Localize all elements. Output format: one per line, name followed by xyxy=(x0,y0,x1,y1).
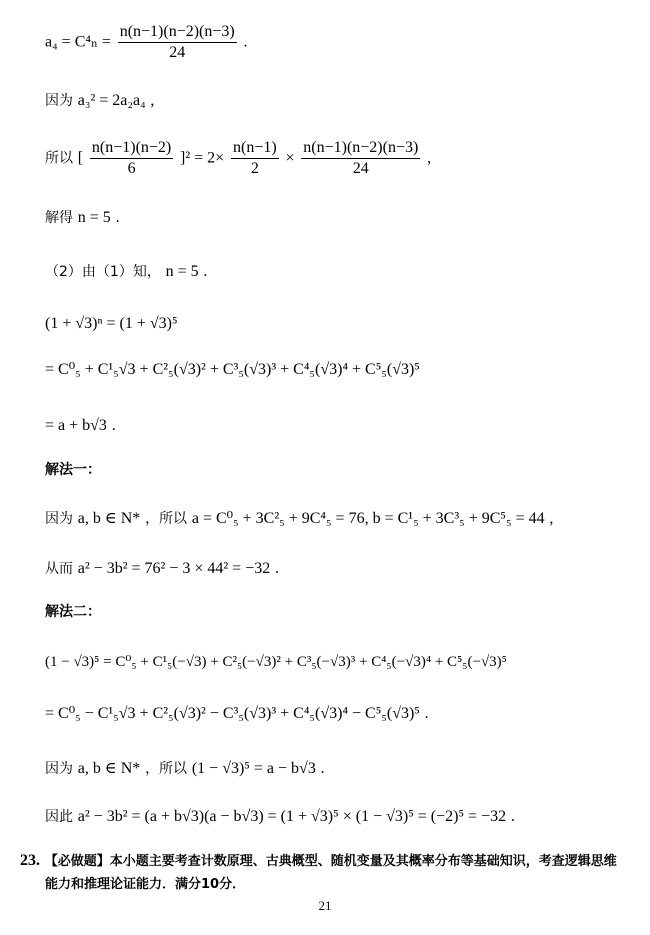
question-23-line-2: 能力和推理论证能力．满分10分． xyxy=(45,877,246,892)
so-fraction-1-den: 6 xyxy=(127,160,136,177)
because-label: 因为 xyxy=(45,93,73,109)
m1-condition: a, b ∈ N* xyxy=(77,510,141,527)
so-end: , xyxy=(427,149,432,167)
solve-label: 解得 xyxy=(45,210,73,226)
method-2-title: 解法二： xyxy=(45,604,101,620)
m2-end: . xyxy=(320,760,325,777)
a4-formula-line xyxy=(45,22,248,63)
m2-line2-end: . xyxy=(424,705,429,722)
m1-end: , xyxy=(549,510,554,527)
m2-hence-math: a² − 3b² = (a + b√3)(a − b√3) = (1 + √3)⁵ × (1 − √3)⁵ = (−2)⁵ = −32 xyxy=(77,808,507,825)
q23-number: 23. xyxy=(20,852,40,869)
solve-end: . xyxy=(115,209,120,226)
so-mid-1: ]² = 2× xyxy=(180,149,225,167)
method-2-line-2 xyxy=(45,703,429,724)
part2-math: n = 5 xyxy=(165,263,199,280)
so-fraction-2-den: 2 xyxy=(250,160,259,177)
m2-because-label: 因为 xyxy=(45,761,73,777)
solve-line xyxy=(45,207,120,228)
a4-fraction xyxy=(118,22,237,63)
because-end: , xyxy=(150,92,155,109)
so-fraction-3-den: 24 xyxy=(352,160,369,177)
m1-therefore-label: 从而 xyxy=(45,561,73,577)
expand-line-3 xyxy=(45,415,116,436)
because-line-1 xyxy=(45,90,154,111)
question-23-line-1 xyxy=(20,850,617,872)
expand-line-2: = C⁰₅ + C¹₅√3 + C²₅(√3)² + C³₅(√3)³ + C⁴₅(√3)⁴ + C⁵₅(√3)⁵ xyxy=(45,361,420,378)
so-label: 所以 xyxy=(45,150,73,167)
so-fraction-1-num: n(n−1)(n−2) xyxy=(90,138,173,159)
m1-math: a = C⁰₅ + 3C²₅ + 9C⁴₅ = 76, b = C¹₅ + 3C³₅ + 9C⁵₅ = 44 xyxy=(191,510,545,527)
method-1-title: 解法一： xyxy=(45,462,101,478)
so-open-bracket: [ xyxy=(77,149,84,167)
part2-label: （2）由（1）知， xyxy=(45,264,161,280)
page-number: 21 xyxy=(318,898,332,913)
part2-end: . xyxy=(203,263,208,280)
method-1-line-2 xyxy=(45,558,279,579)
m2-condition: a, b ∈ N* xyxy=(77,760,141,777)
a4-numerator: n(n−1)(n−2)(n−3) xyxy=(118,22,237,43)
because-math: a₃² = 2a₂a₄ xyxy=(77,92,146,109)
m1-therefore-math: a² − 3b² = 76² − 3 × 44² = −32 xyxy=(77,560,271,577)
so-fraction-3-num: n(n−1)(n−2)(n−3) xyxy=(301,138,420,159)
m1-so: ，所以 xyxy=(145,511,188,527)
expand-3-math: = a + b√3 xyxy=(45,417,107,434)
m2-line2-math: = C⁰₅ − C¹₅√3 + C²₅(√3)² − C³₅(√3)³ + C⁴₅(√3)⁴ − C⁵₅(√3)⁵ xyxy=(45,705,420,722)
m2-hence-label: 因此 xyxy=(45,809,73,825)
method-1-line-1 xyxy=(45,508,553,529)
method-2-line-4 xyxy=(45,806,515,827)
m2-hence-end: . xyxy=(510,808,515,825)
expand-3-end: . xyxy=(111,417,116,434)
a4-end: . xyxy=(243,33,248,51)
m1-therefore-end: . xyxy=(275,560,279,577)
m2-so: ，所以 xyxy=(145,761,188,777)
so-line-1 xyxy=(45,138,431,179)
so-mid-2: × xyxy=(285,149,295,167)
m2-math: (1 − √3)⁵ = a − b√3 xyxy=(191,760,316,777)
expand-line-1: (1 + √3)ⁿ = (1 + √3)⁵ xyxy=(45,315,178,332)
so-fraction-3 xyxy=(301,138,420,179)
so-fraction-2-num: n(n−1) xyxy=(231,138,279,159)
solve-math: n = 5 xyxy=(77,209,111,226)
a4-lhs: a₄ = C⁴ₙ = xyxy=(45,33,111,51)
so-fraction-1 xyxy=(90,138,173,179)
so-fraction-2 xyxy=(231,138,279,179)
q23-text-1: 【必做题】本小题主要考查计数原理、古典概型、随机变量及其概率分布等基础知识，考查逻辑思维 xyxy=(44,854,617,869)
method-2-line-1: (1 − √3)⁵ = C⁰₅ + C¹₅(−√3) + C²₅(−√3)² + C³₅(−√3)³ + C⁴₅(−√3)⁴ + C⁵₅(−√3)⁵ xyxy=(45,654,507,670)
part2-line xyxy=(45,261,207,282)
m1-label: 因为 xyxy=(45,511,73,527)
a4-denominator: 24 xyxy=(169,44,186,61)
method-2-line-3 xyxy=(45,758,325,779)
